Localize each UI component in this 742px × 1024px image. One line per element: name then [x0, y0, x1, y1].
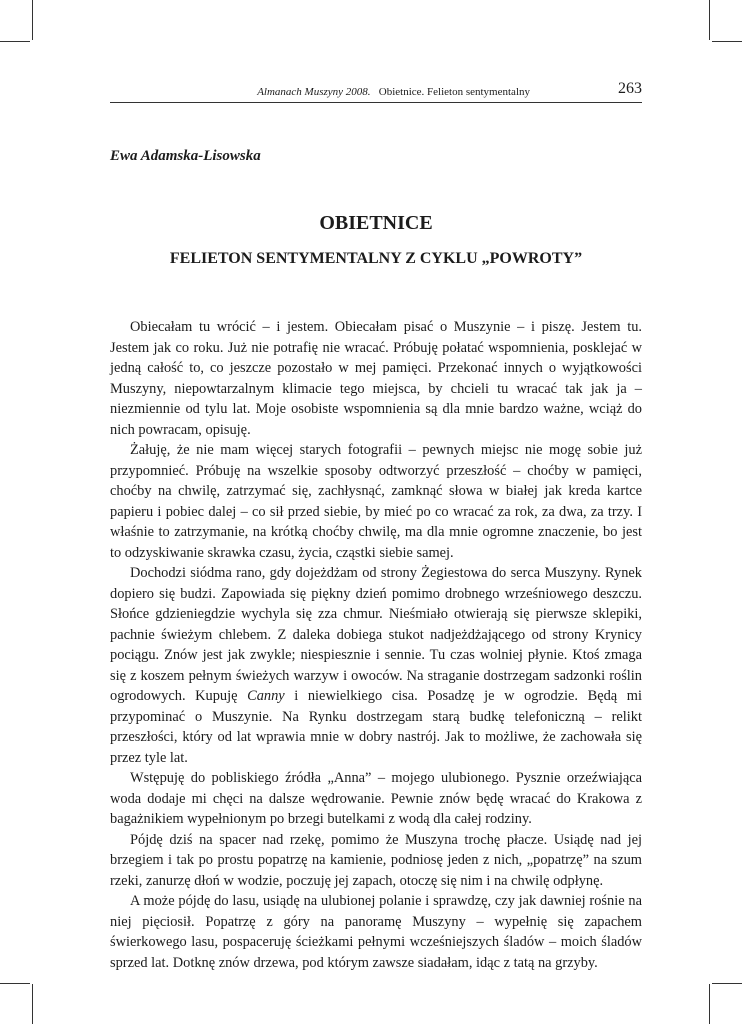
paragraph: A może pójdę do lasu, usiądę na ulubionej polanie i sprawdzę, czy jak dawniej rośnie na niej pięciosił. Popatrzę z góry na panoramę Muszyny – wypełnię się zapachem świerkowego lasu, pospaceruję ścieżkami pełnymi wcześniejszych śladów – moich śladów sprzed lat. Dotknę znów drzewa, pod którym zawsze siadałam, idąc z tatą na grzyby. — [110, 893, 642, 971]
paragraph: Żałuję, że nie mam więcej starych fotografii – pewnych miejsc nie mogę sobie już przypomnieć. Próbuję na wszelkie sposoby odtworzyć przeszłość – choćby w pamięci, choćby na chwilę, zatrzymać się, zachłysnąć, zamknąć słowa w białej jak kreda kartce papieru i pobiec dalej – co sił przed siebie, by mieć po co wracać za rok, za dwa, za trzy. I właśnie to zatrzymanie, na krótką choćby chwilę, ma dla mnie ogromne znaczenie, bo jest to odzyskiwanie skrawka czasu, życia, cząstki siebie samej. — [110, 442, 642, 561]
paragraph-text: Dochodzi siódma rano, gdy dojeżdżam od strony Żegiestowa do serca Muszyny. Rynek dopiero się budzi. Zapowiada się piękny dzień pomimo drobnego wrześniowego deszczu. Słońce gdzieniegdzie wychyla się zza chmur. Nieśmiało otwierają się pierwsze sklepiki, pachnie świeżym chlebem. Z daleka dobiega stukot nadjeżdżającego od strony Krynicy pociągu. Znów jest jak zwykle; niespiesznie i sennie. Tu czas wolniej płynie. Ktoś zmaga się z koszem pełnym świeżych warzyw i owoców. Na straganie dostrzegam sadzonki roślin ogrodowych. Kupuję — [110, 565, 642, 704]
publication-name: Almanach Muszyny 2008. — [257, 86, 371, 98]
plant-name-emphasis: Canny — [247, 688, 285, 704]
crop-mark — [709, 0, 710, 40]
crop-mark — [709, 984, 710, 1024]
crop-mark — [0, 983, 30, 984]
page-number: 263 — [618, 80, 642, 97]
crop-mark — [32, 984, 33, 1024]
section-name: Obietnice. Felieton sentymentalny — [378, 86, 530, 98]
running-header — [110, 80, 642, 103]
paragraph: Obiecałam tu wrócić – i jestem. Obiecałam pisać o Muszynie – i piszę. Jestem tu. Jestem jak co roku. Już nie potrafię nie wracać. Próbuję połatać wspomnienia, posklejać w jedną całość to, co jeszcze pozostało w mej pamięci. Przekonać innych o wyjątkowości Muszyny, niepowtarzalnym klimacie tego miejsca, by chcieli tu wracać tak jak ja – niezmiennie od tylu lat. Moje osobiste wspomnienia są dla mnie bardzo ważne, wciąż do nich powracam, opisuję. — [110, 319, 642, 438]
article-title: OBIETNICE — [319, 212, 433, 234]
paragraph: Wstępuję do pobliskiego źródła „Anna” – mojego ulubionego. Pysznie orzeźwiająca woda dodaje mi chęci na dalsze wędrowanie. Pewnie znów będę wracać do Krakowa z bagażnikiem wypełnionym po brzegi butelkami z wodą dla całej rodziny. — [110, 770, 642, 827]
running-header-text — [257, 86, 530, 98]
crop-mark — [712, 41, 742, 42]
crop-mark — [0, 41, 30, 42]
paragraph: Pójdę dziś na spacer nad rzekę, pomimo że Muszyna trochę płacze. Usiądę nad jej brzegiem i tak po prostu popatrzę na kamienie, podniosę jeden z nich, „popatrzę” na szum rzeki, zanurzę dłoń w wodzie, poczuję jej zapach, otoczę się nim i na chwilę odpłynę. — [110, 831, 642, 889]
paragraph — [110, 563, 642, 768]
article-body — [110, 317, 642, 973]
article-subtitle: FELIETON SENTYMENTALNY Z CYKLU „POWROTY” — [169, 250, 583, 267]
author-name: Ewa Adamska-Lisowska — [110, 148, 261, 164]
crop-mark — [32, 0, 33, 40]
crop-mark — [712, 983, 742, 984]
paragraph-text: i niewielkiego cisa. Posadzę je w ogrodzie. Będą mi przypominać o Muszynie. Na Rynku dostrzegam starą budkę telefoniczną – relikt przeszłości, który od lat wprawia mnie w dobry nastrój. Jak to możliwe, że zachowała się przez tyle lat. — [110, 688, 642, 766]
